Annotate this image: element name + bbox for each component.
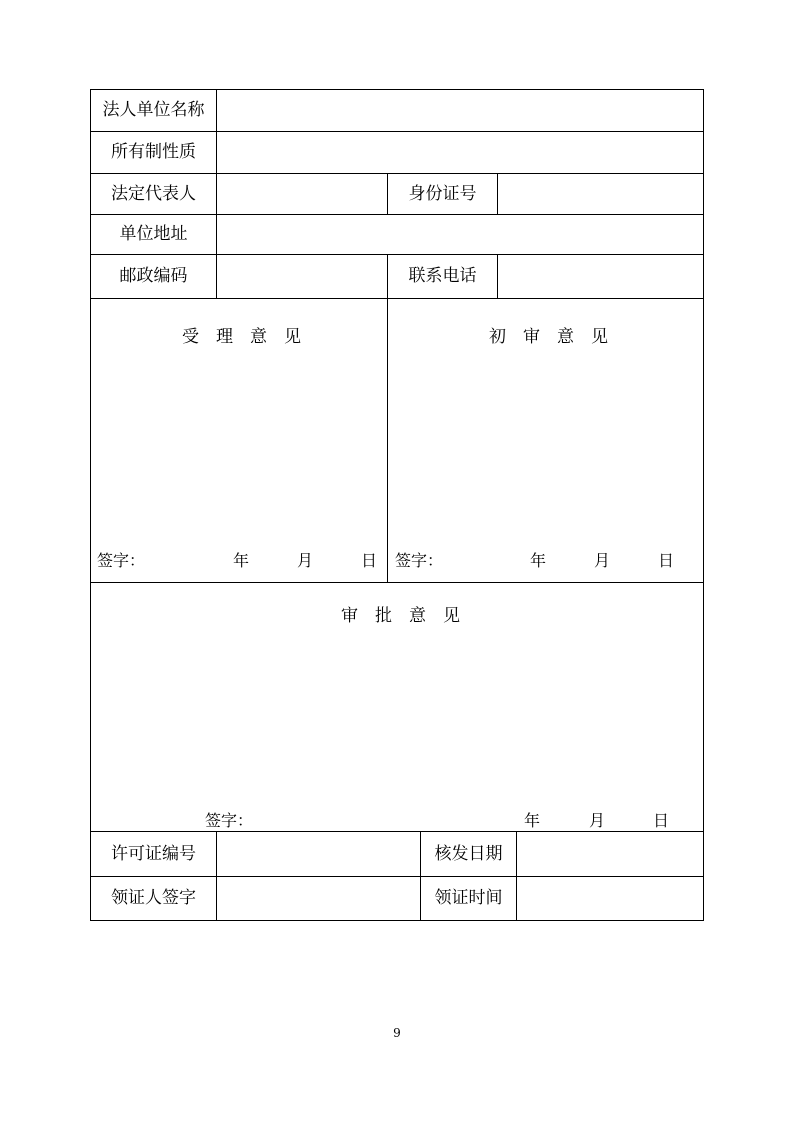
- acceptance-year-label: 年: [233, 551, 250, 570]
- col-divider: [387, 254, 388, 583]
- phone-input[interactable]: [498, 255, 703, 298]
- legal-rep-input[interactable]: [217, 174, 387, 214]
- row-divider: [90, 582, 704, 583]
- border-bottom: [90, 920, 704, 921]
- border-right: [703, 89, 704, 921]
- preliminary-year-label: 年: [530, 551, 547, 570]
- approval-day-label: 日: [653, 811, 670, 830]
- legal-unit-name-input[interactable]: [217, 90, 703, 131]
- receive-time-input[interactable]: [517, 877, 703, 920]
- approval-opinion-textarea[interactable]: [96, 630, 701, 799]
- preliminary-sign-label: 签字：: [395, 551, 444, 570]
- approval-month-label: 月: [589, 811, 606, 830]
- approval-year-label: 年: [524, 811, 541, 830]
- ownership-input[interactable]: [217, 132, 703, 173]
- page-number: 9: [393, 1026, 401, 1040]
- legal-unit-name-label: 法人单位名称: [102, 100, 205, 120]
- phone-label: 联系电话: [408, 266, 477, 286]
- acceptance-opinion-textarea[interactable]: [96, 350, 385, 539]
- row-divider: [90, 298, 704, 299]
- approval-opinion-title: 审批意见: [341, 606, 477, 626]
- acceptance-month-label: 月: [297, 551, 314, 570]
- approval-sign-label: 签字：: [205, 811, 254, 830]
- issue-date-label: 核发日期: [434, 843, 503, 864]
- preliminary-day-label: 日: [658, 551, 675, 570]
- id-number-input[interactable]: [498, 174, 703, 214]
- issue-date-input[interactable]: [517, 832, 703, 876]
- acceptance-sign-label: 签字：: [97, 551, 146, 570]
- legal-rep-label: 法定代表人: [111, 183, 196, 204]
- address-input[interactable]: [217, 215, 703, 254]
- address-label: 单位地址: [119, 224, 188, 244]
- license-no-label: 许可证编号: [111, 843, 196, 864]
- postal-code-input[interactable]: [217, 255, 387, 298]
- acceptance-day-label: 日: [361, 551, 378, 570]
- ownership-label: 所有制性质: [111, 142, 196, 162]
- acceptance-opinion-title: 受理意见: [182, 327, 318, 347]
- preliminary-month-label: 月: [594, 551, 611, 570]
- license-no-input[interactable]: [217, 832, 420, 876]
- receiver-sign-input[interactable]: [217, 877, 420, 920]
- preliminary-opinion-title: 初审意见: [489, 327, 625, 347]
- receive-time-label: 领证时间: [434, 888, 503, 908]
- receiver-sign-label: 领证人签字: [111, 888, 196, 908]
- preliminary-opinion-textarea[interactable]: [394, 350, 701, 539]
- postal-code-label: 邮政编码: [119, 266, 188, 286]
- id-number-label: 身份证号: [408, 183, 477, 204]
